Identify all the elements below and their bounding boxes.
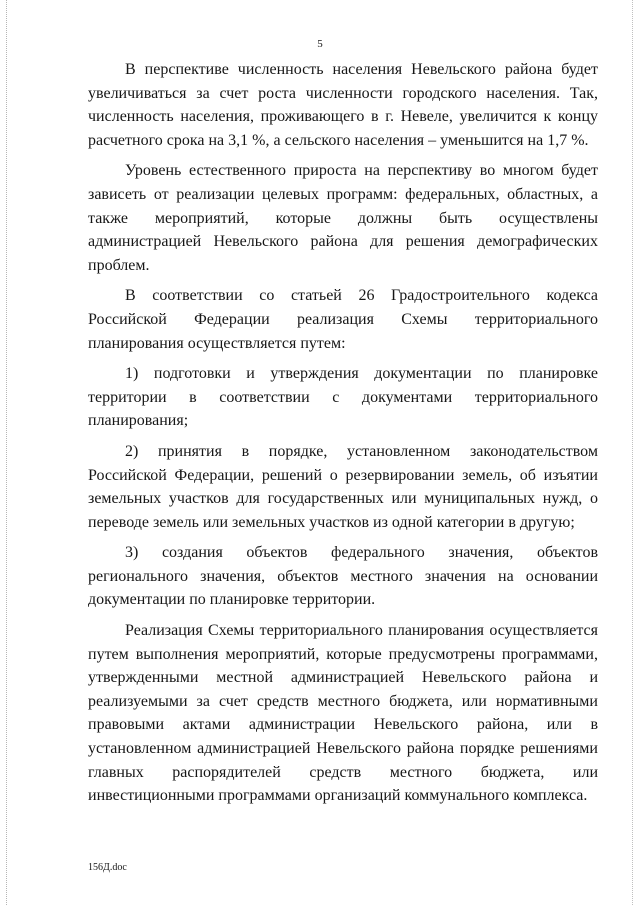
list-item-2: 2) принятия в порядке, установленном законодательством Российской Федерации, решений о резервировании земель, об изъятии земельных участков для государственных или муниципальных нужд, о переводе земель или земельных участков из одной категории в другую; xyxy=(88,442,598,531)
footer-filename: 156Д.doc xyxy=(88,862,127,873)
paragraph-urban-code-article: В соответствии со статьей 26 Градостроительного кодекса Российской Федерации реализация Схемы территориального планирования осуществляется путем: xyxy=(88,287,598,352)
list-item-3: 3) создания объектов федерального значения, объектов регионального значения, объектов местного значения на основании документации по планировке территории. xyxy=(88,544,598,609)
list-item-1: 1) подготовки и утверждения документации по планировке территории в соответствии с документами территориального планирования; xyxy=(88,365,598,430)
scan-edge-right xyxy=(632,0,633,905)
paragraph-population-forecast: В перспективе численность населения Невельского района будет увеличиваться за счет роста численности городского населения. Так, численность населения, проживающего в г. Невеле, увеличится к концу расчетного срока на 3,1 %, а сельского населения – уменьшится на 1,7 %. xyxy=(88,61,598,149)
page-number: 5 xyxy=(317,38,323,50)
scan-edge-left xyxy=(6,0,7,905)
document-body xyxy=(88,58,598,815)
paragraph-implementation: Реализация Схемы территориального планирования осуществляется путем выполнения мероприятий, которые предусмотрены программами, утвержденными местной администрацией Невельского района и реализуемыми за счет средств местного бюджета, или нормативными правовыми актами администрации Невельского района, или в установленном администрацией Невельского района порядке решениями главных распорядителей средств местного бюджета, или инвестиционными программами организаций коммунального комплекса. xyxy=(88,622,598,805)
paragraph-natural-growth: Уровень естественного прироста на перспективу во многом будет зависеть от реализации целевых программ: федеральных, областных, а также мероприятий, которые должны быть осуществлены администрацией Невельского района для решения демографических проблем. xyxy=(88,162,598,274)
